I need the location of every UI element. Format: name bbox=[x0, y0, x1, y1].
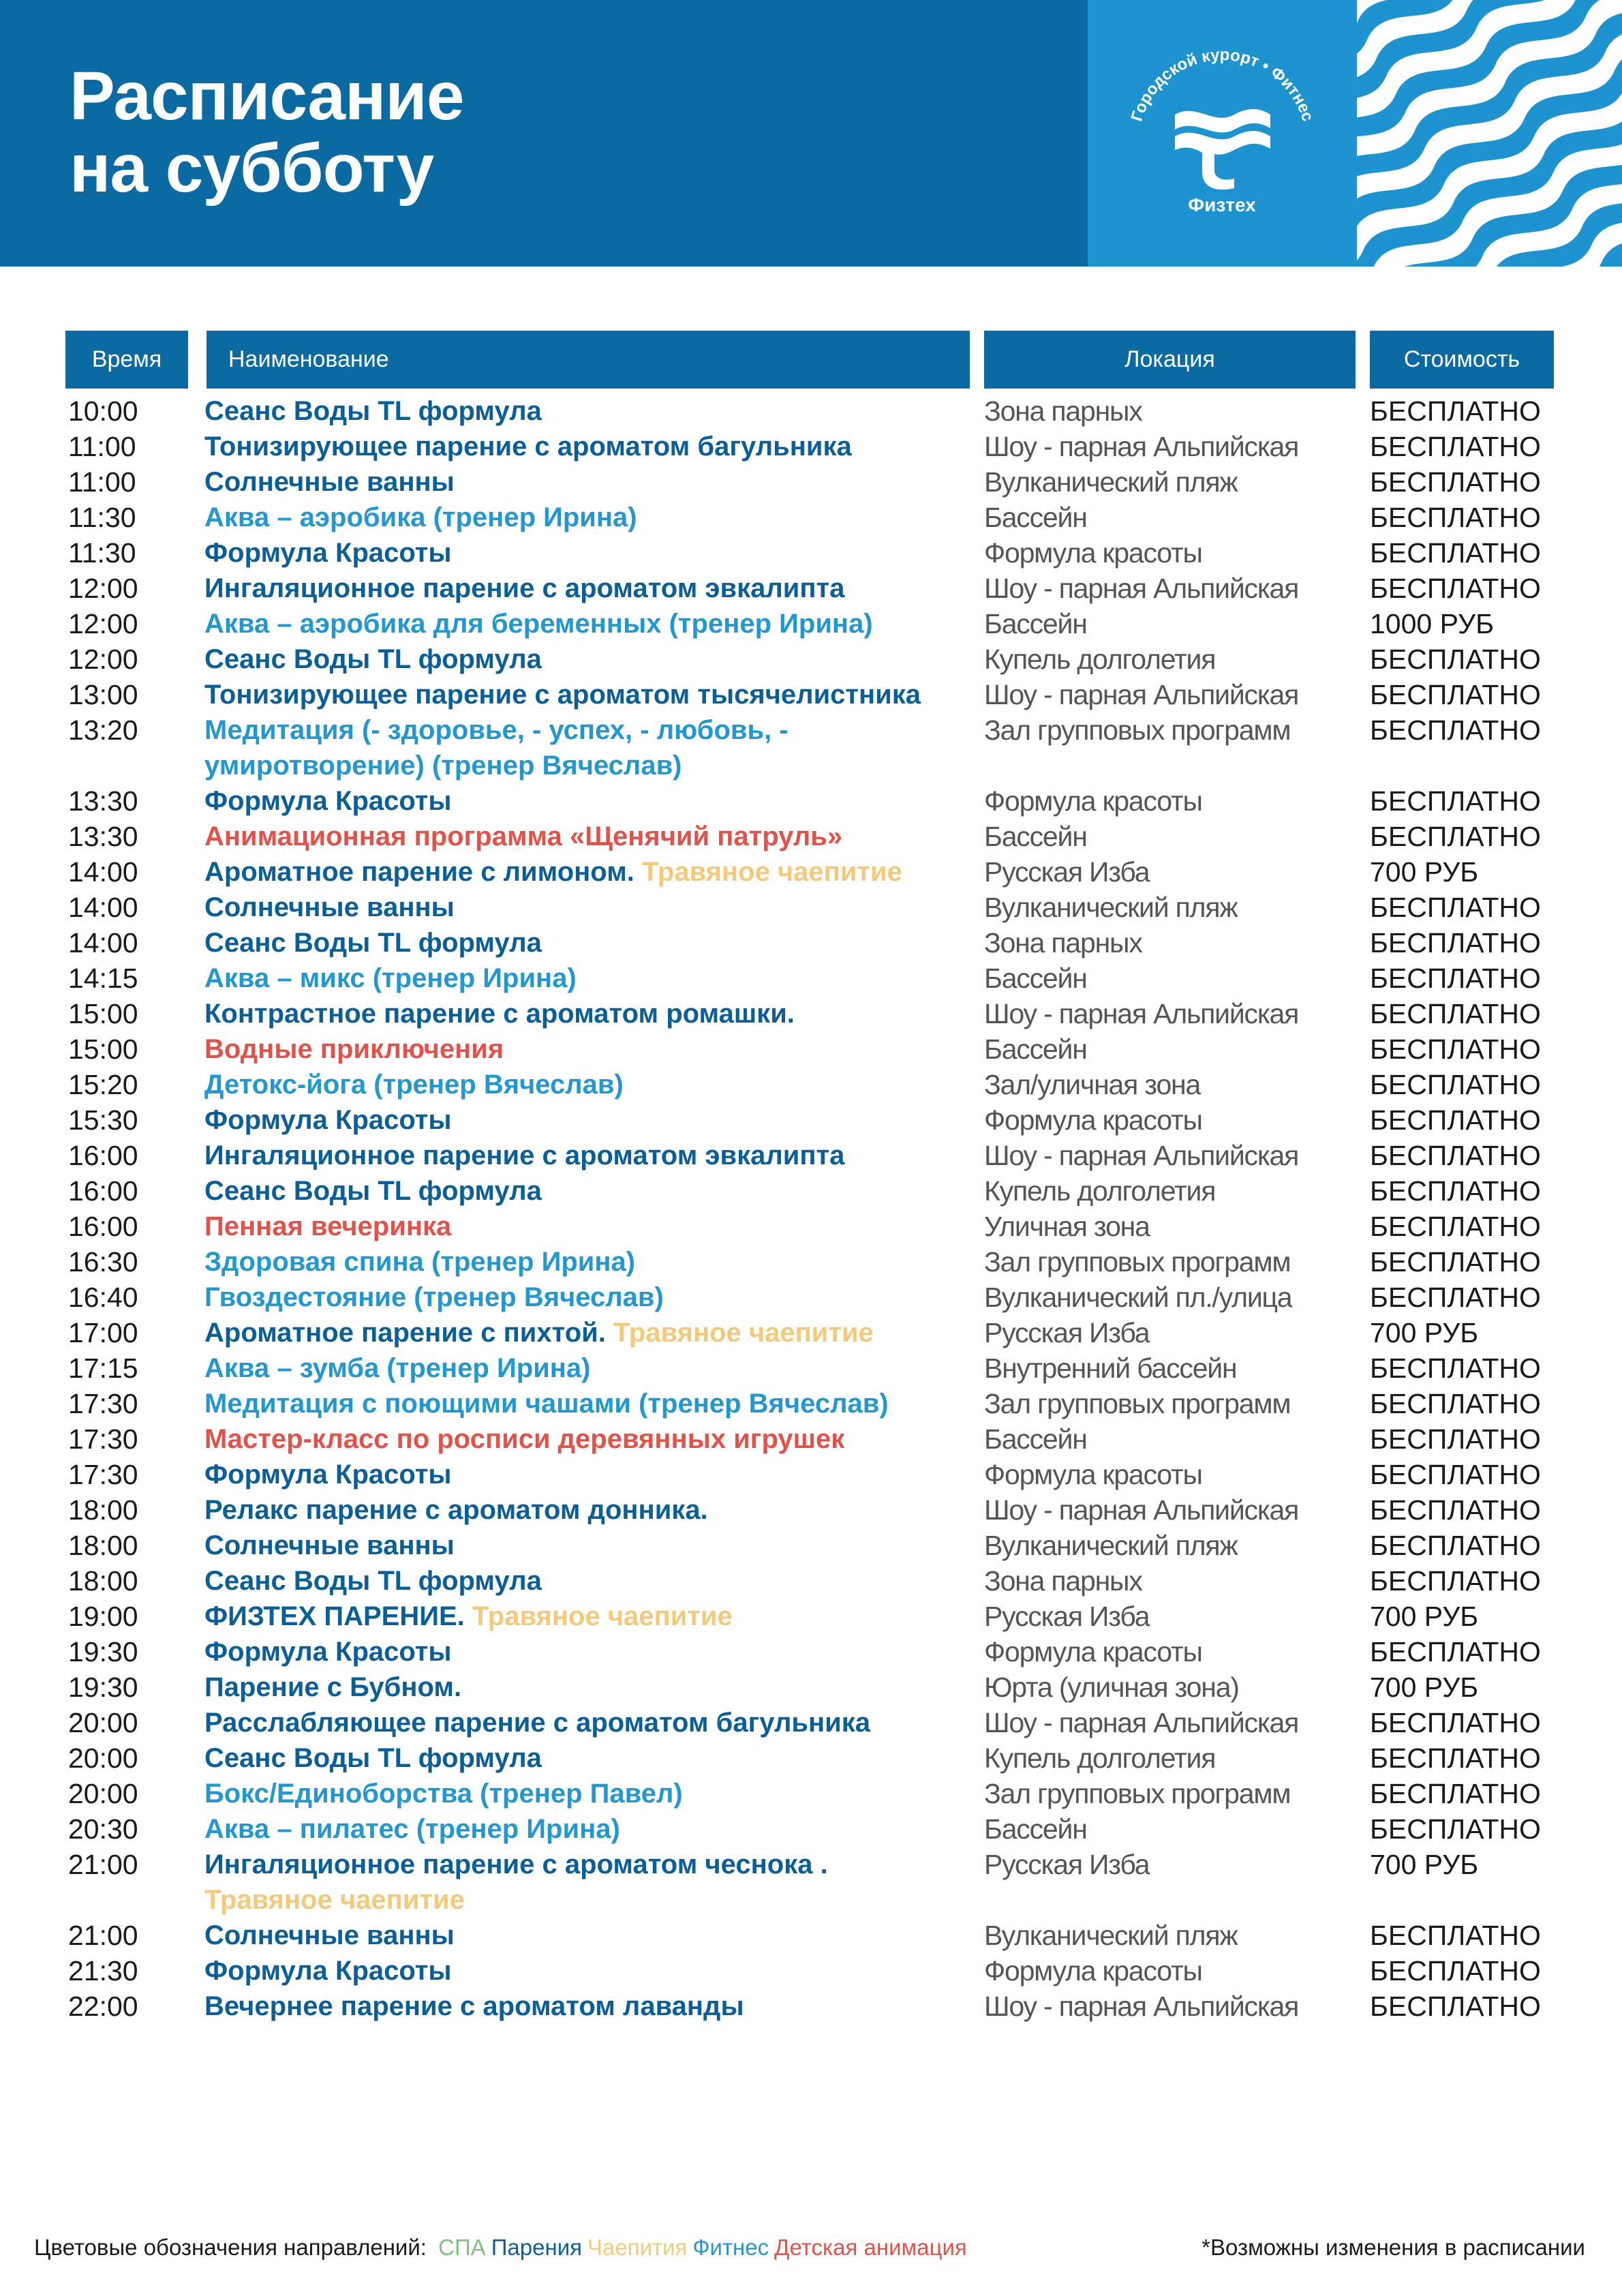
waves-decoration bbox=[1357, 0, 1622, 267]
row-activity-name bbox=[204, 1989, 988, 2024]
row-time: 16:30 bbox=[68, 1246, 138, 1278]
legend-item-fitness: Фитнес bbox=[692, 2235, 769, 2260]
table-row bbox=[0, 783, 1622, 819]
activity-part-steam: Релакс парение с ароматом донника. bbox=[204, 1495, 708, 1525]
row-time: 20:00 bbox=[68, 1742, 138, 1774]
row-cost: БЕСПЛАТНО bbox=[1370, 1778, 1541, 1809]
row-location: Бассейн bbox=[984, 1813, 1087, 1845]
row-activity-name bbox=[204, 854, 988, 890]
row-activity-name bbox=[204, 1528, 988, 1563]
legend-item-steam: Парения bbox=[491, 2235, 582, 2260]
waves-pattern-icon bbox=[1357, 0, 1622, 267]
activity-part-steam: Формула Красоты bbox=[204, 538, 452, 568]
column-header-time: Время bbox=[65, 331, 188, 389]
row-activity-name bbox=[204, 1918, 988, 1953]
row-cost: БЕСПЛАТНО bbox=[1370, 644, 1541, 675]
activity-part-steam: Формула Красоты bbox=[204, 1105, 452, 1135]
row-cost: БЕСПЛАТНО bbox=[1370, 466, 1541, 498]
row-cost: БЕСПЛАТНО bbox=[1370, 1991, 1541, 2022]
row-time: 17:30 bbox=[68, 1388, 138, 1419]
row-cost: БЕСПЛАТНО bbox=[1370, 927, 1541, 958]
row-location: Вулканический пляж bbox=[984, 892, 1238, 923]
table-row bbox=[0, 464, 1622, 500]
activity-part-steam: Солнечные ванны bbox=[204, 892, 455, 922]
table-row bbox=[0, 890, 1622, 925]
row-cost: БЕСПЛАТНО bbox=[1370, 1282, 1541, 1313]
row-time: 19:30 bbox=[68, 1636, 138, 1667]
row-time: 18:00 bbox=[68, 1494, 138, 1526]
row-activity-name bbox=[204, 1280, 988, 1315]
activity-part-fitness: Бокс/Единоборства (тренер Павел) bbox=[204, 1779, 683, 1809]
activity-part-steam: Парение с Бубном. bbox=[204, 1672, 462, 1702]
row-location: Бассейн bbox=[984, 1033, 1087, 1065]
row-location: Шоу - парная Альпийская bbox=[984, 431, 1299, 462]
row-cost: БЕСПЛАТНО bbox=[1370, 998, 1541, 1029]
table-row bbox=[0, 1173, 1622, 1209]
row-location: Купель долголетия bbox=[984, 1742, 1216, 1774]
row-location: Купель долголетия bbox=[984, 1175, 1216, 1207]
row-activity-name bbox=[204, 1138, 988, 1173]
activity-part-fitness: Аква – пилатес (тренер Ирина) bbox=[204, 1814, 620, 1844]
activity-part-kids: Водные приключения bbox=[204, 1034, 504, 1064]
table-row bbox=[0, 1315, 1622, 1350]
table-row bbox=[0, 1634, 1622, 1670]
row-time: 11:30 bbox=[68, 537, 136, 569]
row-activity-name bbox=[204, 890, 988, 925]
table-row bbox=[0, 1776, 1622, 1811]
row-cost: БЕСПЛАТНО bbox=[1370, 821, 1541, 852]
table-row bbox=[0, 1492, 1622, 1528]
row-location: Шоу - парная Альпийская bbox=[984, 573, 1299, 604]
row-location: Бассейн bbox=[984, 821, 1087, 852]
row-cost: БЕСПЛАТНО bbox=[1370, 1353, 1541, 1384]
table-row bbox=[0, 1350, 1622, 1386]
row-cost: БЕСПЛАТНО bbox=[1370, 1920, 1541, 1951]
activity-part-kids: Анимационная программа «Щенячий патруль» bbox=[204, 821, 843, 851]
table-row bbox=[0, 1386, 1622, 1421]
row-time: 12:00 bbox=[68, 608, 138, 639]
row-time: 16:00 bbox=[68, 1175, 138, 1207]
row-time: 13:00 bbox=[68, 679, 138, 710]
table-row bbox=[0, 1847, 1622, 1918]
row-activity-name bbox=[204, 712, 988, 783]
row-cost: БЕСПЛАТНО bbox=[1370, 1707, 1541, 1738]
activity-part-steam: Тонизирующее парение с ароматом тысячелистника bbox=[204, 680, 921, 710]
row-time: 16:40 bbox=[68, 1282, 138, 1313]
activity-part-tea: Травяное чаепитие bbox=[204, 1885, 465, 1915]
row-location: Шоу - парная Альпийская bbox=[984, 679, 1299, 710]
row-time: 19:00 bbox=[68, 1601, 138, 1632]
row-cost: БЕСПЛАТНО bbox=[1370, 1388, 1541, 1419]
row-cost: БЕСПЛАТНО bbox=[1370, 1494, 1541, 1526]
activity-part-tea: Травяное чаепитие bbox=[613, 1318, 874, 1348]
row-time: 12:00 bbox=[68, 644, 138, 675]
row-cost: 1000 РУБ bbox=[1370, 608, 1494, 639]
row-cost: БЕСПЛАТНО bbox=[1370, 537, 1541, 569]
row-location: Формула красоты bbox=[984, 785, 1202, 817]
row-activity-name bbox=[204, 677, 988, 712]
table-row bbox=[0, 1740, 1622, 1776]
row-location: Вулканический пл./улица bbox=[984, 1282, 1292, 1313]
row-cost: БЕСПЛАТНО bbox=[1370, 1955, 1541, 1987]
row-time: 14:15 bbox=[68, 963, 138, 994]
activity-part-steam: Тонизирующее парение с ароматом багульника bbox=[204, 432, 852, 462]
row-activity-name bbox=[204, 393, 988, 429]
logo-name: Физтех bbox=[1188, 194, 1256, 215]
row-activity-name bbox=[204, 1776, 988, 1811]
row-location: Зал групповых программ bbox=[984, 1778, 1291, 1809]
row-time: 16:00 bbox=[68, 1211, 138, 1242]
row-time: 17:00 bbox=[68, 1317, 138, 1348]
table-row bbox=[0, 1244, 1622, 1280]
brand-logo bbox=[1088, 0, 1357, 267]
row-activity-name bbox=[204, 925, 988, 961]
row-cost: 700 РУБ bbox=[1370, 856, 1479, 888]
row-cost: БЕСПЛАТНО bbox=[1370, 963, 1541, 994]
row-activity-name bbox=[204, 1563, 988, 1599]
column-header-cost: Стоимость bbox=[1370, 331, 1554, 389]
schedule-change-note: *Возможны изменения в расписании bbox=[1202, 2235, 1585, 2260]
table-row bbox=[0, 854, 1622, 890]
row-cost: БЕСПЛАТНО bbox=[1370, 1069, 1541, 1100]
row-cost: БЕСПЛАТНО bbox=[1370, 679, 1541, 710]
row-activity-name bbox=[204, 641, 988, 677]
row-cost: БЕСПЛАТНО bbox=[1370, 1104, 1541, 1136]
row-cost: БЕСПЛАТНО bbox=[1370, 395, 1541, 427]
table-row bbox=[0, 1138, 1622, 1173]
row-activity-name bbox=[204, 1315, 988, 1350]
row-location: Формула красоты bbox=[984, 1459, 1202, 1490]
row-time: 20:00 bbox=[68, 1778, 138, 1809]
row-activity-name bbox=[204, 1386, 988, 1421]
row-time: 14:00 bbox=[68, 927, 138, 958]
row-time: 15:00 bbox=[68, 1033, 138, 1065]
header-band bbox=[0, 0, 1088, 267]
row-time: 20:00 bbox=[68, 1707, 138, 1738]
row-cost: 700 РУБ bbox=[1370, 1317, 1479, 1348]
activity-part-steam: Солнечные ванны bbox=[204, 467, 455, 497]
row-cost: БЕСПЛАТНО bbox=[1370, 1175, 1541, 1207]
row-activity-name bbox=[204, 1599, 988, 1634]
row-cost: БЕСПЛАТНО bbox=[1370, 1636, 1541, 1667]
table-row bbox=[0, 1528, 1622, 1563]
activity-part-steam: Сеанс Воды TL формула bbox=[204, 928, 542, 958]
legend-item-tea: Чаепития bbox=[587, 2235, 688, 2260]
table-row bbox=[0, 819, 1622, 854]
row-location: Бассейн bbox=[984, 1423, 1087, 1455]
row-location: Бассейн bbox=[984, 608, 1087, 639]
row-cost: БЕСПЛАТНО bbox=[1370, 1423, 1541, 1455]
row-activity-name bbox=[204, 819, 988, 854]
row-activity-name bbox=[204, 996, 988, 1031]
activity-part-steam: Сеанс Воды TL формула bbox=[204, 396, 542, 426]
row-time: 16:00 bbox=[68, 1140, 138, 1171]
row-time: 14:00 bbox=[68, 892, 138, 923]
table-row bbox=[0, 1280, 1622, 1315]
row-location: Зал/уличная зона bbox=[984, 1069, 1201, 1100]
row-time: 17:15 bbox=[68, 1353, 138, 1384]
row-activity-name bbox=[204, 783, 988, 819]
row-location: Русская Изба bbox=[984, 1849, 1150, 1880]
row-activity-name bbox=[204, 464, 988, 500]
activity-part-kids: Мастер-класс по росписи деревянных игрушек bbox=[204, 1424, 845, 1454]
activity-part-steam: Ароматное парение с пихтой. bbox=[204, 1318, 613, 1348]
table-row bbox=[0, 925, 1622, 961]
row-cost: БЕСПЛАТНО bbox=[1370, 1211, 1541, 1242]
row-time: 19:30 bbox=[68, 1672, 138, 1703]
row-activity-name bbox=[204, 1350, 988, 1386]
activity-part-steam: ФИЗТЕХ ПАРЕНИЕ. bbox=[204, 1601, 472, 1631]
row-location: Русская Изба bbox=[984, 856, 1150, 888]
table-row bbox=[0, 996, 1622, 1031]
table-row bbox=[0, 1705, 1622, 1740]
activity-part-fitness: Аква – зумба (тренер Ирина) bbox=[204, 1353, 591, 1383]
row-location: Шоу - парная Альпийская bbox=[984, 1140, 1299, 1171]
row-location: Бассейн bbox=[984, 963, 1087, 994]
table-row bbox=[0, 500, 1622, 535]
activity-part-steam: Ароматное парение с лимоном. bbox=[204, 857, 643, 887]
row-time: 20:30 bbox=[68, 1813, 138, 1845]
table-row bbox=[0, 677, 1622, 712]
activity-part-steam: Формула Красоты bbox=[204, 1637, 452, 1667]
table-row bbox=[0, 1209, 1622, 1244]
row-cost: БЕСПЛАТНО bbox=[1370, 1140, 1541, 1171]
row-activity-name bbox=[204, 1421, 988, 1457]
row-cost: БЕСПЛАТНО bbox=[1370, 1033, 1541, 1065]
activity-part-fitness: Гвоздестояние (тренер Вячеслав) bbox=[204, 1282, 664, 1312]
row-activity-name bbox=[204, 1031, 988, 1067]
row-activity-name bbox=[204, 1173, 988, 1209]
activity-part-steam: Контрастное парение с ароматом ромашки. bbox=[204, 999, 795, 1029]
row-time: 13:20 bbox=[68, 714, 138, 746]
row-location: Вулканический пляж bbox=[984, 1530, 1238, 1561]
row-time: 17:30 bbox=[68, 1423, 138, 1455]
row-time: 10:00 bbox=[68, 395, 138, 427]
row-activity-name bbox=[204, 961, 988, 996]
activity-part-steam: Сеанс Воды TL формула bbox=[204, 644, 542, 674]
table-row bbox=[0, 393, 1622, 429]
table-row bbox=[0, 641, 1622, 677]
row-activity-name bbox=[204, 1209, 988, 1244]
logo-panel bbox=[1088, 0, 1357, 267]
activity-part-steam: Ингаляционное парение с ароматом эвкалипта bbox=[204, 1141, 845, 1170]
row-time: 21:30 bbox=[68, 1955, 138, 1987]
row-activity-name bbox=[204, 571, 988, 606]
activity-part-fitness: Аква – аэробика (тренер Ирина) bbox=[204, 502, 637, 532]
row-location: Бассейн bbox=[984, 502, 1087, 533]
row-time: 21:00 bbox=[68, 1849, 138, 1880]
row-location: Юрта (уличная зона) bbox=[984, 1672, 1239, 1703]
table-row bbox=[0, 1918, 1622, 1953]
row-location: Зал групповых программ bbox=[984, 714, 1291, 746]
table-row bbox=[0, 429, 1622, 464]
row-location: Формула красоты bbox=[984, 1636, 1202, 1667]
row-activity-name bbox=[204, 1670, 988, 1705]
activity-part-steam: Формула Красоты bbox=[204, 1956, 452, 1986]
table-row bbox=[0, 1067, 1622, 1102]
activity-part-steam: Вечернее парение с ароматом лаванды bbox=[204, 1991, 744, 2021]
legend-label: Цветовые обозначения направлений: bbox=[34, 2235, 427, 2260]
activity-part-fitness: Детокс-йога (тренер Вячеслав) bbox=[204, 1070, 624, 1100]
row-location: Шоу - парная Альпийская bbox=[984, 1707, 1299, 1738]
row-location: Формула красоты bbox=[984, 537, 1202, 569]
row-location: Зона парных bbox=[984, 395, 1142, 427]
row-activity-name bbox=[204, 500, 988, 535]
row-location: Зона парных bbox=[984, 1565, 1142, 1597]
row-activity-name bbox=[204, 429, 988, 464]
table-row bbox=[0, 1563, 1622, 1599]
row-cost: БЕСПЛАТНО bbox=[1370, 892, 1541, 923]
row-time: 15:00 bbox=[68, 998, 138, 1029]
row-location: Уличная зона bbox=[984, 1211, 1150, 1242]
table-row bbox=[0, 1811, 1622, 1847]
row-cost: БЕСПЛАТНО bbox=[1370, 431, 1541, 462]
row-activity-name bbox=[204, 1102, 988, 1138]
table-row bbox=[0, 1599, 1622, 1634]
table-row bbox=[0, 571, 1622, 606]
row-location: Вулканический пляж bbox=[984, 1920, 1238, 1951]
color-legend bbox=[34, 2235, 973, 2261]
row-location: Зона парных bbox=[984, 927, 1142, 958]
row-cost: БЕСПЛАТНО bbox=[1370, 1246, 1541, 1278]
table-row bbox=[0, 961, 1622, 996]
row-time: 12:00 bbox=[68, 573, 138, 604]
table-row bbox=[0, 1102, 1622, 1138]
row-time: 18:00 bbox=[68, 1565, 138, 1597]
table-row bbox=[0, 1421, 1622, 1457]
activity-part-fitness: Здоровая спина (тренер Ирина) bbox=[204, 1247, 636, 1277]
activity-part-steam: Ингаляционное парение с ароматом эвкалипта bbox=[204, 573, 845, 603]
activity-part-steam: Расслабляющее парение с ароматом багульника bbox=[204, 1708, 870, 1738]
row-cost: БЕСПЛАТНО bbox=[1370, 502, 1541, 533]
row-cost: БЕСПЛАТНО bbox=[1370, 1813, 1541, 1845]
row-location: Русская Изба bbox=[984, 1601, 1150, 1632]
activity-part-steam: Формула Красоты bbox=[204, 786, 452, 816]
row-cost: БЕСПЛАТНО bbox=[1370, 573, 1541, 604]
row-time: 15:30 bbox=[68, 1104, 138, 1136]
activity-part-steam: Сеанс Воды TL формула bbox=[204, 1176, 542, 1206]
row-time: 22:00 bbox=[68, 1991, 138, 2022]
row-cost: 700 РУБ bbox=[1370, 1672, 1479, 1703]
table-row bbox=[0, 1031, 1622, 1067]
activity-part-tea: Травяное чаепитие bbox=[472, 1601, 733, 1631]
row-cost: 700 РУБ bbox=[1370, 1601, 1479, 1632]
table-row bbox=[0, 1989, 1622, 2024]
activity-part-steam: Формула Красоты bbox=[204, 1460, 452, 1490]
row-activity-name bbox=[204, 1811, 988, 1847]
table-row bbox=[0, 1953, 1622, 1989]
row-location: Шоу - парная Альпийская bbox=[984, 998, 1299, 1029]
activity-part-tea: Травяное чаепитие bbox=[642, 857, 902, 887]
row-cost: БЕСПЛАТНО bbox=[1370, 1565, 1541, 1597]
row-time: 11:30 bbox=[68, 502, 136, 533]
table-row bbox=[0, 535, 1622, 571]
row-activity-name bbox=[204, 1740, 988, 1776]
activity-part-fitness: Аква – микс (тренер Ирина) bbox=[204, 963, 577, 993]
row-activity-name bbox=[204, 1847, 988, 1918]
row-time: 18:00 bbox=[68, 1530, 138, 1561]
page-title bbox=[70, 60, 463, 205]
row-cost: БЕСПЛАТНО bbox=[1370, 1530, 1541, 1561]
row-time: 15:20 bbox=[68, 1069, 138, 1100]
logo-mark-icon bbox=[1175, 109, 1270, 190]
row-location: Вулканический пляж bbox=[984, 466, 1238, 498]
row-cost: БЕСПЛАТНО bbox=[1370, 1742, 1541, 1774]
table-row bbox=[0, 1670, 1622, 1705]
row-location: Формула красоты bbox=[984, 1955, 1202, 1987]
table-row bbox=[0, 1457, 1622, 1492]
row-time: 11:00 bbox=[68, 466, 136, 498]
row-cost: 700 РУБ bbox=[1370, 1849, 1479, 1880]
legend-item-spa: СПА bbox=[438, 2235, 486, 2260]
row-cost: БЕСПЛАТНО bbox=[1370, 714, 1541, 746]
row-location: Формула красоты bbox=[984, 1104, 1202, 1136]
row-activity-name bbox=[204, 606, 988, 641]
row-activity-name bbox=[204, 1953, 988, 1989]
schedule-table bbox=[0, 393, 1622, 2024]
activity-part-kids: Пенная вечеринка bbox=[204, 1211, 452, 1241]
row-activity-name bbox=[204, 1492, 988, 1528]
row-location: Купель долголетия bbox=[984, 644, 1216, 675]
row-activity-name bbox=[204, 1457, 988, 1492]
row-location: Шоу - парная Альпийская bbox=[984, 1494, 1299, 1526]
row-location: Внутренний бассейн bbox=[984, 1353, 1237, 1384]
column-header-name: Наименование bbox=[206, 331, 970, 389]
activity-part-fitness: Медитация с поющими чашами (тренер Вячеслав) bbox=[204, 1389, 889, 1419]
row-location: Зал групповых программ bbox=[984, 1388, 1291, 1419]
row-time: 11:00 bbox=[68, 431, 136, 462]
row-activity-name bbox=[204, 1634, 988, 1670]
row-cost: БЕСПЛАТНО bbox=[1370, 1459, 1541, 1490]
column-header-location: Локация bbox=[984, 331, 1356, 389]
activity-part-fitness: Медитация (- здоровье, - успех, - любовь, - умиротворение) (тренер Вячеслав) bbox=[204, 715, 789, 781]
row-activity-name bbox=[204, 1244, 988, 1280]
row-activity-name bbox=[204, 535, 988, 571]
activity-part-steam: Ингаляционное парение с ароматом чеснока . bbox=[204, 1849, 828, 1879]
title-line-2: на субботу bbox=[70, 130, 434, 207]
legend-item-kids: Детская анимация bbox=[774, 2235, 967, 2260]
row-cost: БЕСПЛАТНО bbox=[1370, 785, 1541, 817]
activity-part-fitness: Аква – аэробика для беременных (тренер Ирина) bbox=[204, 609, 873, 639]
table-row bbox=[0, 712, 1622, 783]
table-row bbox=[0, 606, 1622, 641]
activity-part-steam: Сеанс Воды TL формула bbox=[204, 1566, 542, 1596]
row-time: 17:30 bbox=[68, 1459, 138, 1490]
title-line-1: Расписание bbox=[70, 58, 464, 134]
row-activity-name bbox=[204, 1067, 988, 1102]
activity-part-steam: Солнечные ванны bbox=[204, 1920, 455, 1950]
row-time: 13:30 bbox=[68, 821, 138, 852]
row-activity-name bbox=[204, 1705, 988, 1740]
row-location: Русская Изба bbox=[984, 1317, 1150, 1348]
row-location: Зал групповых программ bbox=[984, 1246, 1291, 1278]
row-time: 14:00 bbox=[68, 856, 138, 888]
activity-part-steam: Солнечные ванны bbox=[204, 1530, 455, 1560]
row-time: 21:00 bbox=[68, 1920, 138, 1951]
logo-ring-text: Городской курорт • Фитнес bbox=[1127, 45, 1317, 124]
row-time: 13:30 bbox=[68, 785, 138, 817]
activity-part-steam: Сеанс Воды TL формула bbox=[204, 1743, 542, 1773]
row-location: Шоу - парная Альпийская bbox=[984, 1991, 1299, 2022]
